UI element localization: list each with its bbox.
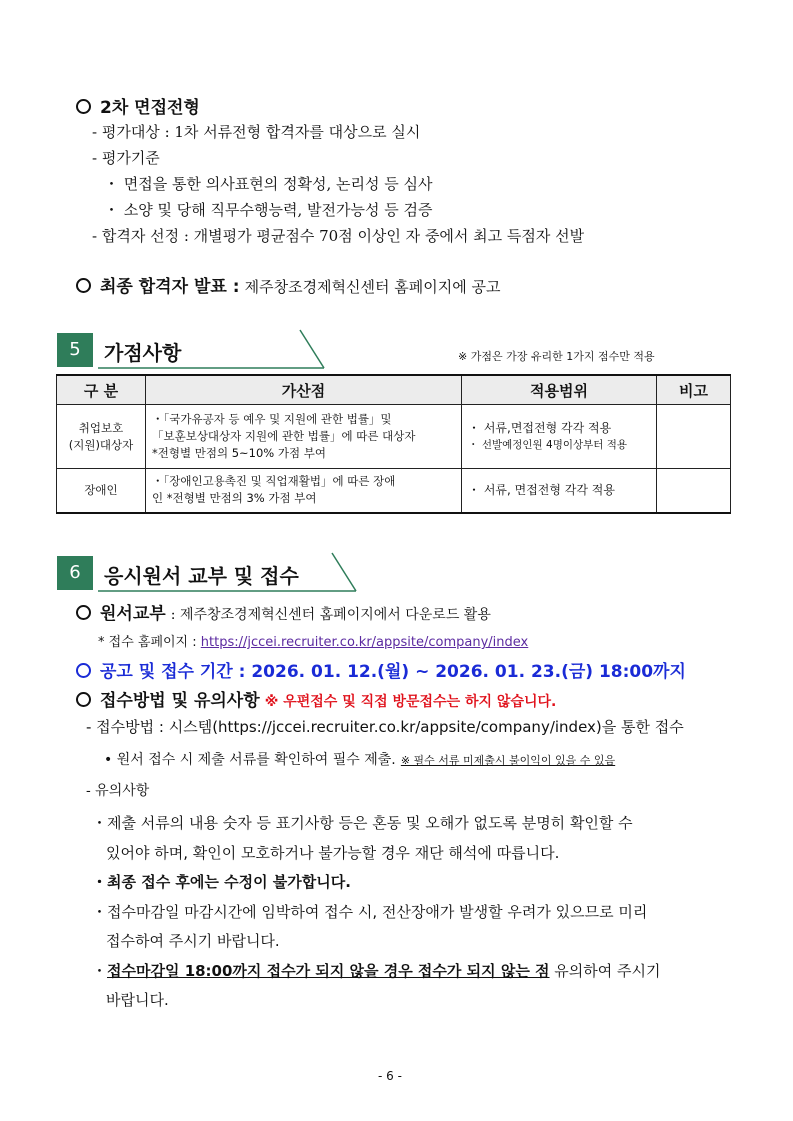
section-6-underline <box>94 549 374 595</box>
row-2-scope: ・ 서류, 면접전형 각각 적용 <box>462 469 657 513</box>
circle-bullet-icon <box>76 99 91 114</box>
header-category: 구 분 <box>57 375 146 405</box>
homepage-link[interactable]: https://jccei.recruiter.co.kr/appsite/company/index <box>200 635 529 650</box>
application-heading: 원서교부 <box>100 604 166 624</box>
page-number: - 6 - <box>378 1069 402 1083</box>
circle-bullet-icon <box>76 663 91 678</box>
note-1b: 있어야 하며, 확인이 모호하거나 불가능할 경우 재단 해석에 따릅니다. <box>106 844 560 862</box>
section-6-title: 응시원서 교부 및 접수 <box>104 564 299 588</box>
application-period: 공고 및 접수 기간 : 2026. 01. 12.(월) ~ 2026. 01. 23.(금) 18:00까지 <box>76 657 686 682</box>
note-1a: ・제출 서류의 내용 숫자 등 표기사항 등은 혼동 및 오해가 없도록 분명히 확인할 수 <box>92 814 633 832</box>
interview-target: - 평가대상 : 1차 서류전형 합격자를 대상으로 실시 <box>92 123 421 141</box>
homepage-line <box>98 631 528 650</box>
method-warning: ※ 우편접수 및 직접 방문접수는 하지 않습니다. <box>264 694 557 710</box>
row-1-note <box>657 405 731 469</box>
method-sub-note: ※ 필수 서류 미제출시 불이익이 있을 수 있음 <box>400 754 616 767</box>
section-5-note: ※ 가점은 가장 유리한 1가지 점수만 적용 <box>458 350 655 363</box>
interview-criteria-1: ・ 면접을 통한 의사표현의 정확성, 논리성 등 심사 <box>104 175 433 193</box>
header-points: 가산점 <box>146 375 462 405</box>
interview-criteria-2: ・ 소양 및 당해 직무수행능력, 발전가능성 등 검증 <box>104 201 433 219</box>
method-line: - 접수방법 : 시스템(https://jccei.recruiter.co.kr/appsite/company/index)을 통한 접수 <box>86 718 684 736</box>
table-row <box>57 405 731 469</box>
row-1-scope: ・ 서류,면접전형 각각 적용 ・ 선발예정인원 4명이상부터 적용 <box>462 405 657 469</box>
row-2-note <box>657 469 731 513</box>
method-sub: • 원서 접수 시 제출 서류를 확인하여 필수 제출. <box>104 752 396 768</box>
interview-selection: - 합격자 선정 : 개별평가 평균점수 70점 이상인 자 중에서 최고 득점자 선발 <box>92 227 585 245</box>
section-6-number: 6 <box>57 556 93 590</box>
circle-bullet-icon <box>76 605 91 620</box>
note-3a: ・접수마감일 마감시간에 임박하여 접수 시, 전산장애가 발생할 우려가 있으므로 미리 <box>92 903 648 921</box>
note-4b: 바랍니다. <box>106 991 169 1009</box>
method-heading: 접수방법 및 유의사항 <box>100 691 260 711</box>
application-heading-text: : 제주창조경제혁신센터 홈페이지에서 다운로드 활용 <box>170 607 491 623</box>
notes-label: - 유의사항 <box>86 783 150 799</box>
interview-criteria-label: - 평가기준 <box>92 149 160 167</box>
note-3b: 접수하여 주시기 바랍니다. <box>106 932 280 950</box>
note-2: ・최종 접수 후에는 수정이 불가합니다. <box>92 873 351 891</box>
homepage-label: * 접수 홈페이지 : <box>98 635 197 650</box>
row-1-category: 취업보호 (지원)대상자 <box>57 405 146 469</box>
method-heading-line <box>76 686 556 711</box>
header-scope: 적용범위 <box>462 375 657 405</box>
table-header-row <box>57 375 731 405</box>
final-text: 제주창조경제혁신센터 홈페이지에 공고 <box>244 278 501 296</box>
section-5-underline <box>94 326 334 372</box>
bonus-table <box>56 374 731 514</box>
interview-heading: 2차 면접전형 <box>76 93 200 118</box>
final-announcement <box>76 272 500 297</box>
header-note: 비고 <box>657 375 731 405</box>
table-row <box>57 469 731 513</box>
method-sub-line <box>104 749 615 769</box>
note-4a: ・접수마감일 18:00까지 접수가 되지 않을 경우 접수가 되지 않는 점 유의하여 주시기 <box>92 962 661 980</box>
circle-bullet-icon <box>76 692 91 707</box>
row-1-points: ・「국가유공자 등 예우 및 지원에 관한 법률」및 「보훈보상대상자 지원에 관한 법률」에 따른 대상자 *전형별 만점의 5~10% 가점 부여 <box>146 405 462 469</box>
section-5-title: 가점사항 <box>104 341 182 365</box>
note-4-emphasis: 접수마감일 18:00까지 접수가 되지 않을 경우 접수가 되지 않는 점 <box>107 962 550 980</box>
row-2-points: ・「장애인고용촉진 및 직업재활법」에 따른 장애 인 *전형별 만점의 3% 가점 부여 <box>146 469 462 513</box>
final-heading: 최종 합격자 발표 : <box>100 277 240 297</box>
circle-bullet-icon <box>76 278 91 293</box>
row-2-category: 장애인 <box>57 469 146 513</box>
application-distribution <box>76 599 491 624</box>
section-5-number: 5 <box>57 333 93 367</box>
